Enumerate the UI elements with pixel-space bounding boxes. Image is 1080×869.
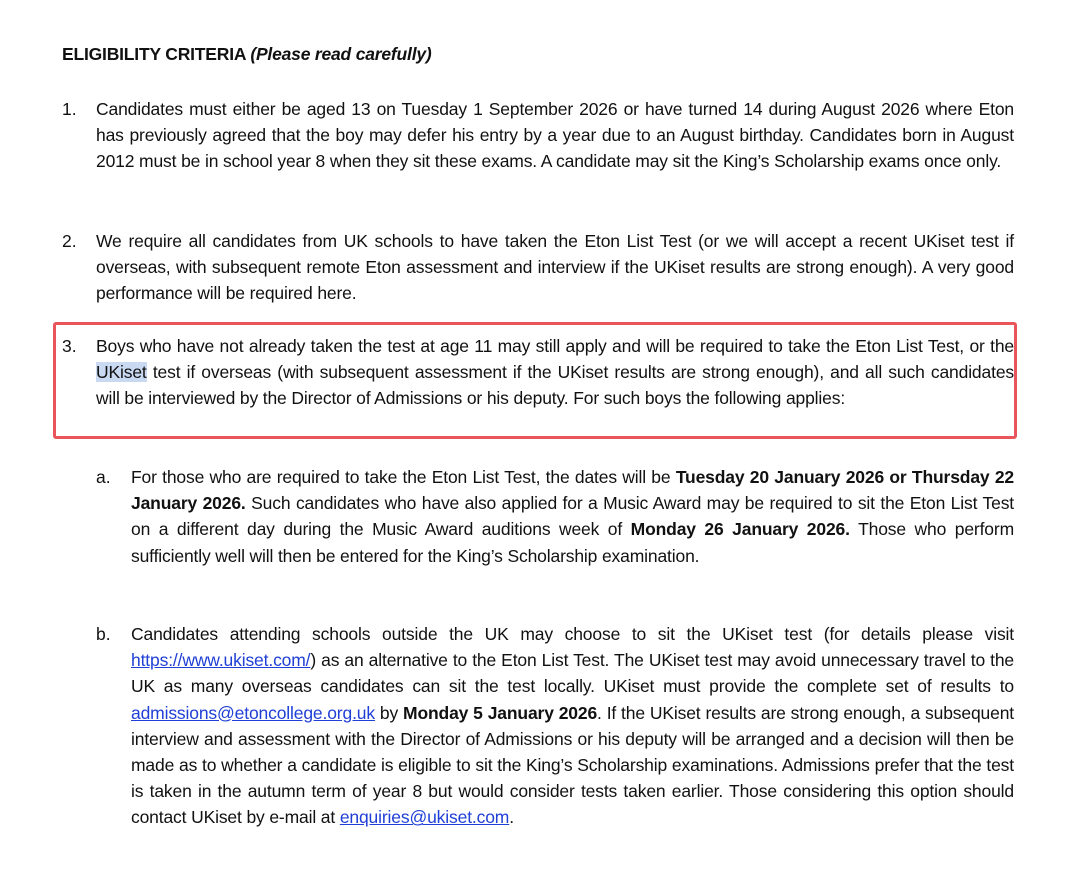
subitem-b-text xyxy=(131,621,1014,831)
subitem-b-letter: b. xyxy=(96,624,111,644)
subitem-a-text-1: For those who are required to take the Eton List Test, the dates will be xyxy=(131,467,676,487)
item-3-text-after: test if overseas (with subsequent assessment if the UKiset results are strong enough), and all such candidates will be interviewed by the Director of Admissions or his deputy. For such boys the following applies: xyxy=(96,362,1014,409)
subitem-a-text-2: Such candidates who have also applied for a Music Award may be required to sit the Eton List Test on a different day during the Music Award auditions week of xyxy=(131,493,1015,540)
item-3-number: 3. xyxy=(62,336,77,356)
subitem-a-bold-1: Tuesday 20 January 2026 or Thursday 22 January 2026. xyxy=(131,467,1014,514)
selected-text[interactable]: UKiset xyxy=(96,362,147,383)
subitem-a-text-3: Those who perform sufficiently well will then be entered for the King’s Scholarship examination. xyxy=(131,519,1014,566)
subitem-a-text xyxy=(131,464,1014,569)
enquiries-email-link[interactable]: enquiries@ukiset.com xyxy=(339,807,510,828)
subitem-b-text-5: . xyxy=(509,807,514,828)
heading-note: (Please read carefully) xyxy=(250,44,432,64)
subitem-b-text-1: Candidates attending schools outside the UK may choose to sit the UKiset test (for details please visit xyxy=(131,624,1014,644)
subitem-b-text-4: . If the UKiset results are strong enough, a subsequent interview and assessment with the Director of Admissions or his deputy will be arranged and a decision will then be made as to whether a candidate is eligible to sit the King’s Scholarship examinations. Admissions prefer that the test is taken in the autumn term of year 8 but would consider tests taken earlier. Those considering this option should contact UKiset by e-mail at xyxy=(131,702,1014,828)
subitem-b-bold-date: Monday 5 January 2026 xyxy=(403,702,598,723)
subitem-a-bold-2: Monday 26 January 2026. xyxy=(630,519,850,540)
section-heading xyxy=(62,44,432,65)
admissions-email-link[interactable]: admissions@etoncollege.org.uk xyxy=(131,702,375,723)
item-2-number: 2. xyxy=(62,231,77,251)
item-1-number: 1. xyxy=(62,99,77,119)
subitem-b-text-2: ) as an alternative to the Eton List Test. The UKiset test may avoid unnecessary travel to the UK as many overseas candidates can sit the test locally. UKiset must provide the complete set of results to xyxy=(131,650,1014,697)
heading-title: ELIGIBILITY CRITERIA xyxy=(62,44,246,64)
item-2-text: We require all candidates from UK schools to have taken the Eton List Test (or we will accept a recent UKiset test if overseas, with subsequent remote Eton assessment and interview if the UKiset results are strong enough). A very good performance will be required here. xyxy=(96,231,1014,304)
item-3-text[interactable] xyxy=(96,333,1014,412)
item-1-text: Candidates must either be aged 13 on Tuesday 1 September 2026 or have turned 14 during August 2026 where Eton has previously agreed that the boy may defer his entry by a year due to an August birthday. Candidates born in August 2012 must be in school year 8 when they sit these exams. A candidate may sit the King’s Scholarship exams once only. xyxy=(96,99,1014,172)
item-3-text-before: Boys who have not already taken the test at age 11 may still apply and will be required to take the Eton List Test, or the xyxy=(96,336,1014,356)
subitem-b-text-3: by xyxy=(374,702,404,723)
ukiset-website-link[interactable]: https://www.ukiset.com/ xyxy=(131,650,311,671)
subitem-a-letter: a. xyxy=(96,467,111,487)
